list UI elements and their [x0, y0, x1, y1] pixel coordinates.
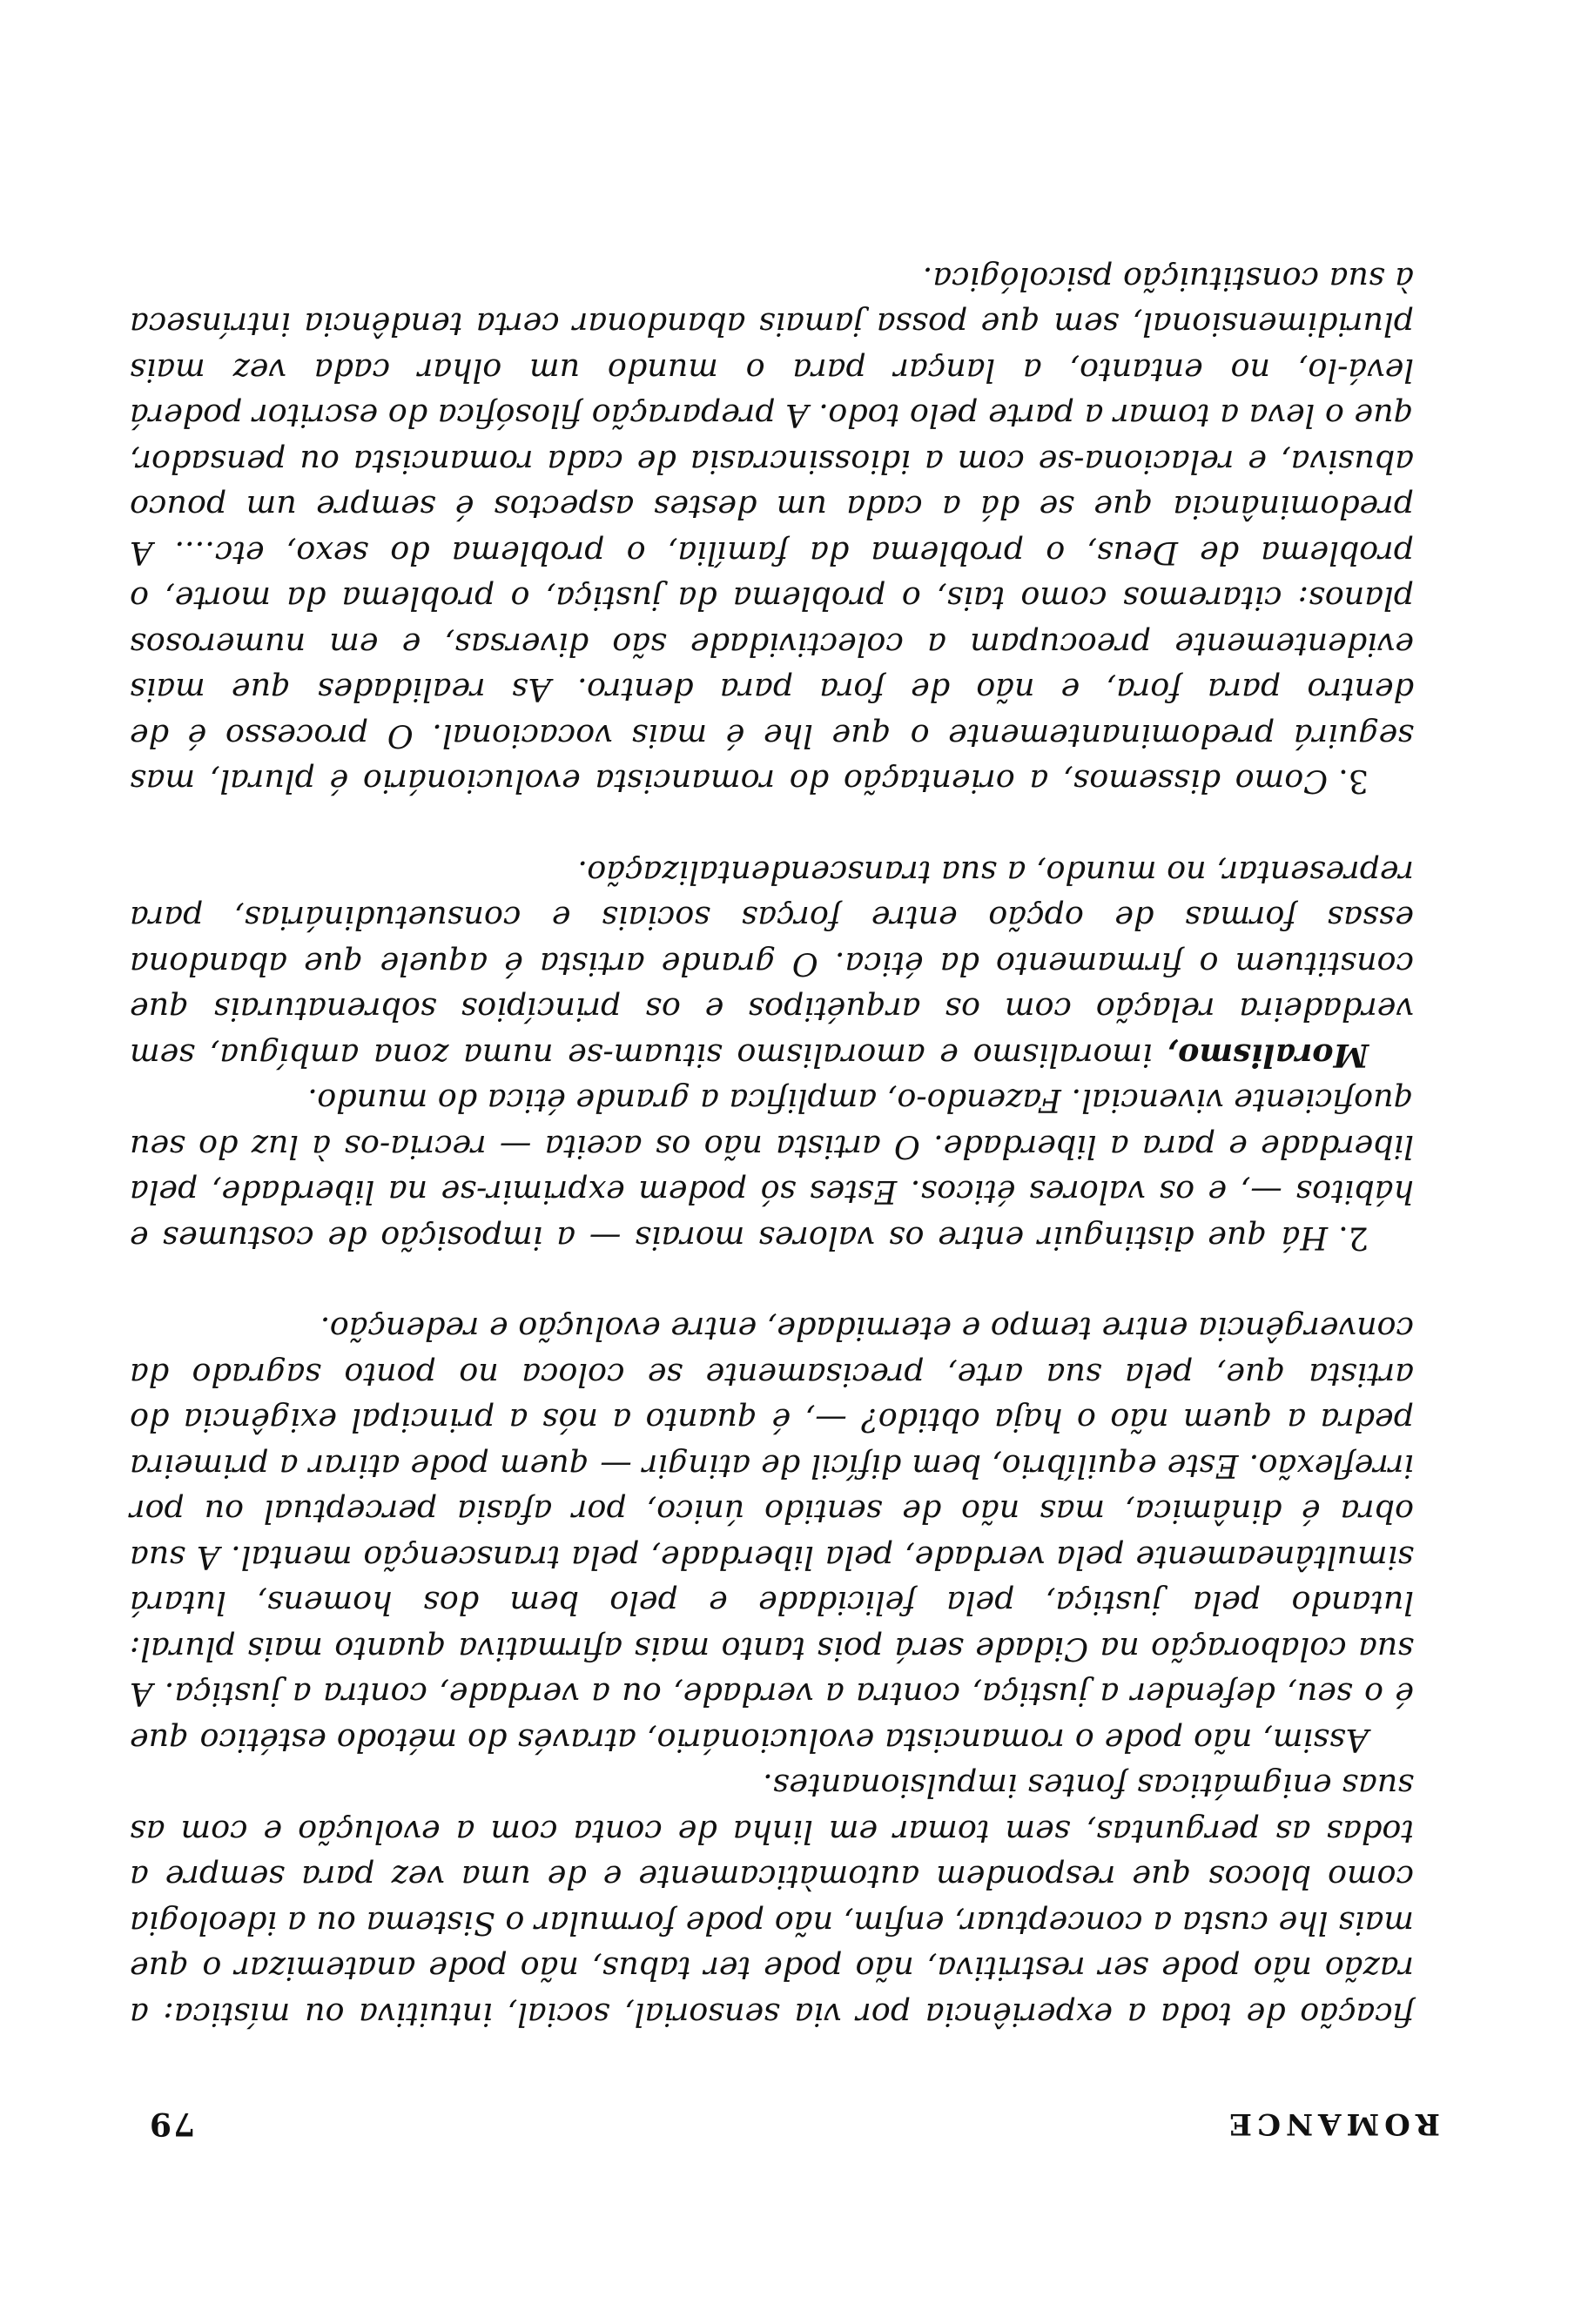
paragraph-continued: [130, 1763, 1414, 2037]
paragraph-text: Há que distinguir entre os valores morais — a imposição de costumes e hábitos —, e os valores éticos. Estes só podem exprimir-se na liberdade, pela liberdade e para a liberdade. O artista não os aceita — recria-os à luz do seu quoficiente vivencial. Fazendo-o, amplifica a grande ética do mundo.: [130, 1082, 1414, 1257]
section-gap: [130, 1260, 1414, 1306]
paragraph-text: Assim, não pode o romancista evolucionário, através do método estético que é o seu, defender a justiça, contra a verdade, ou a verdade, contra a justiça. A sua colaboração na Cidade será pois tanto mais afirmativa quanto mais plural: lutando pela justiça, pela felicidade e pelo bem dos homens, lutará simultâneamente pela verdade, pela liberdade, pela transcenção mental. A sua obra é dinâmica, mas não de sentido único, por afasia perceptual ou por irreflexão. Este equilíbrio, bem difícil de atingir — quem pode atirar a primeira pedra a quem não o haja obtido? —, é quanto a nós a principal exigência do artista que, pela sua arte, precisamente se coloca no ponto sagrado da convergência entre tempo e eternidade, entre evolução e redenção.: [130, 1310, 1414, 1759]
paragraph: [130, 1306, 1414, 1763]
running-title: ROMANCE: [1224, 2106, 1440, 2141]
paragraph-text: Como dissemos, a orientação do romancista evolucionário é plural, mas seguirá predominantemente o que lhe é mais vocacional. O processo é de dentro para fora, e não de fora para dentro. As realidades que mais evidentemente preocupam a colectividade são diversas, e em numerosos planos: citaremos como tais, o problema da justiça, o problema da morte, o problema de Deus, o problema da família, o problema do sexo, etc.... A predominância que se dá a cada um destes aspectos é sempre um pouco abusiva, e relaciona-se com a idiossincrasia de cada romancista ou pensador, que o leva a tomar a parte pelo todo. A preparação filosófica do escritor poderá levá-lo, no entanto, a lançar para o mundo um olhar cada vez mais pluridimensional, sem que possa jamais abandonar certa tendência intrínseca à sua constituição psicológica.: [130, 260, 1414, 801]
paragraph-text: imoralismo e amoralismo situam-se numa zona ambígua, sem verdadeira relação com os arquétipos e os princípios sobrenaturais que constituem o firmamento da ética. O grande artista é aquele que abandona essas formas de opção entre forças sociais e consuetudinárias, para representar, no mundo, a sua transcendentalização.: [130, 854, 1414, 1074]
section-gap: [130, 804, 1414, 850]
numbered-paragraph: [130, 256, 1414, 804]
section-number: 2.: [1338, 1219, 1369, 1257]
paragraph: [130, 850, 1414, 1078]
page-header: [148, 2098, 1440, 2150]
body-text: [130, 256, 1414, 2038]
page-number: 79: [148, 2106, 196, 2142]
numbered-paragraph: [130, 1078, 1414, 1260]
paragraph-text: ficação de toda a experiência por via sensorial, social, intuitiva ou mística: a razão não pode ser restritiva, não pode ter tabus, não pode anatemizar o que mais lhe custa a conceptuar, enfim, não pode formular o Sistema ou a ideologia como blocos que respondem automàticamente e de uma vez para sempre a todas as perguntas, sem tomar em linha de conta com a evolução e com as suas enigmáticas fontes impulsionantes.: [130, 1767, 1414, 2033]
section-number: 3.: [1338, 762, 1369, 801]
lead-word: Moralismo,: [1167, 1037, 1369, 1074]
